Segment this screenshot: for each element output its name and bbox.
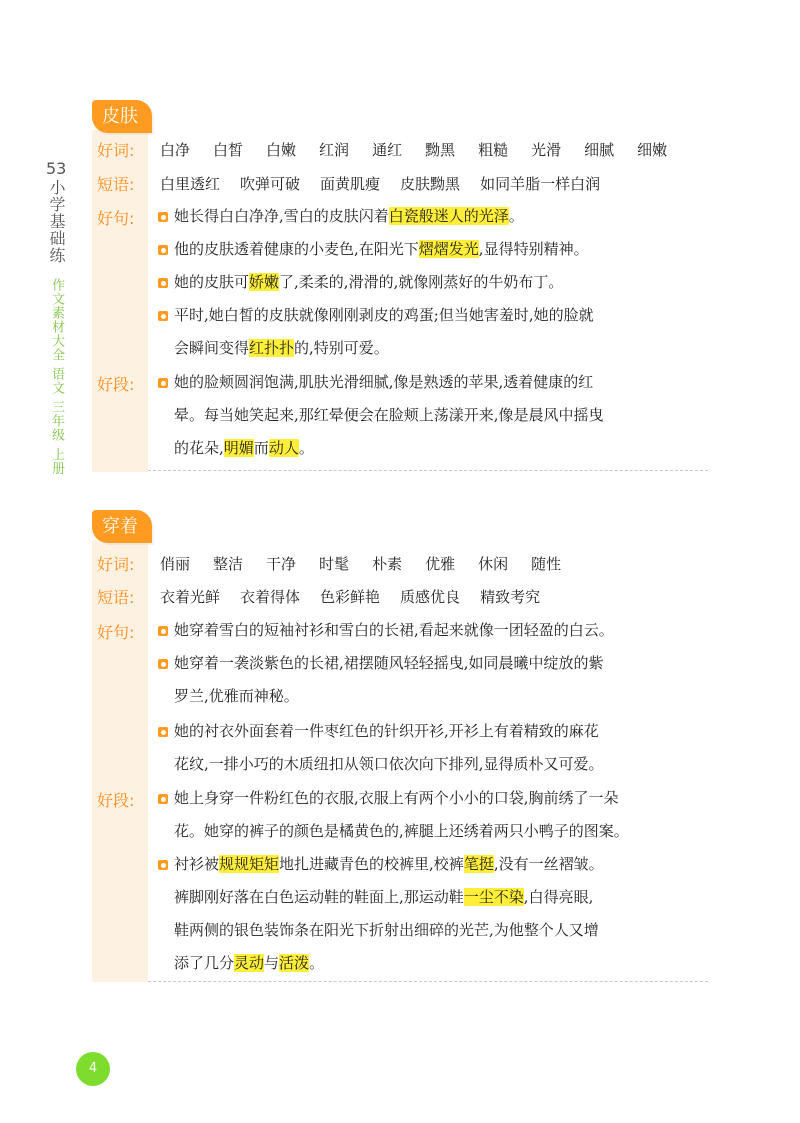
word: 俏丽 [160, 555, 191, 573]
word: 休闲 [478, 555, 509, 573]
haoci-label: 好词: [97, 555, 135, 574]
highlight: 红扑扑 [249, 339, 295, 357]
section-skin [92, 100, 708, 475]
bullet-icon [158, 860, 168, 870]
word: 白皙 [213, 141, 244, 159]
haoci-list [160, 553, 584, 574]
haoju-item: 她的衬衣外面套着一件枣红色的针织开衫,开衫上有着精致的麻花 花纹,一排小巧的木质纽扣从领口依次向下排列,显得质朴又可爱。 [158, 715, 710, 781]
highlight: 熠熠发光 [418, 240, 479, 258]
bullet-icon [158, 626, 168, 636]
highlight: 笔挺 [463, 855, 494, 873]
haoju-item: 他的皮肤透着健康的小麦色,在阳光下熠熠发光,显得特别精神。 [158, 233, 710, 266]
phrase: 皮肤黝黑 [400, 175, 461, 193]
bullet-icon [158, 378, 168, 388]
word: 通红 [372, 141, 403, 159]
haoju-item: 她长得白白净净,雪白的皮肤闪着白瓷般迷人的光泽。 [158, 200, 710, 233]
duanyu-label: 短语: [97, 588, 135, 607]
series-number: 53 [46, 159, 67, 178]
highlight: 规规矩矩 [219, 855, 280, 873]
word: 细嫩 [637, 141, 668, 159]
section-title: 皮肤 [92, 100, 152, 133]
phrase: 白里透红 [160, 175, 221, 193]
phrase: 质感优良 [400, 588, 461, 606]
phrase: 吹弹可破 [240, 175, 301, 193]
haoju-label: 好句: [97, 623, 135, 642]
bullet-icon [158, 311, 168, 321]
bullet-icon [158, 278, 168, 288]
word: 干净 [266, 555, 297, 573]
duanyu-row [92, 585, 708, 613]
section-clothing [92, 510, 708, 990]
duanyu-label: 短语: [97, 175, 135, 194]
highlight: 一尘不染 [463, 888, 524, 906]
word: 白净 [160, 141, 191, 159]
series-name: 小学基础练 [47, 179, 66, 264]
bullet-icon [158, 245, 168, 255]
word: 优雅 [425, 555, 456, 573]
highlight: 娇嫩 [249, 273, 280, 291]
haoci-label: 好词: [97, 141, 135, 160]
section-title: 穿着 [92, 510, 152, 543]
haoci-list [160, 139, 690, 160]
duanyu-list [160, 173, 620, 194]
haoduan-item: 衬衫被规规矩矩地扎进藏青色的校裤里,校裤笔挺,没有一丝褶皱。 裤脚刚好落在白色运动鞋的鞋面上,那运动鞋一尘不染,白得亮眼, 鞋两侧的银色装饰条在阳光下折射出细碎的光芒,为他整个人又增 添了几分灵动与活泼。 [158, 848, 710, 980]
haoduan-label: 好段: [97, 375, 135, 394]
duanyu-list [160, 586, 560, 607]
haoduan-item: 她的脸颊圆润饱满,肌肤光滑细腻,像是熟透的苹果,透着健康的红 晕。每当她笑起来,那红晕便会在脸颊上荡漾开来,像是晨风中摇曳 的花朵,明媚而动人。 [158, 366, 710, 465]
haoju-item: 她穿着雪白的短袖衬衫和雪白的长裙,看起来就像一团轻盈的白云。 [158, 614, 710, 647]
word: 随性 [531, 555, 562, 573]
haoju-item: 她穿着一袭淡紫色的长裙,裙摆随风轻轻摇曳,如同晨曦中绽放的紫 罗兰,优雅而神秘。 [158, 647, 710, 713]
book-subtitle: 作文素材大全 语文 三年级 上册 [49, 278, 64, 476]
highlight: 明媚 [223, 439, 254, 457]
word: 红润 [319, 141, 350, 159]
haoju-label: 好句: [97, 209, 135, 228]
section-divider [148, 981, 708, 982]
highlight: 活泼 [279, 954, 310, 972]
section-divider [148, 470, 708, 471]
word: 朴素 [372, 555, 403, 573]
spine [46, 160, 66, 475]
phrase: 精致考究 [480, 588, 541, 606]
highlight: 白瓷般迷人的光泽 [388, 207, 509, 225]
phrase: 衣着得体 [240, 588, 301, 606]
haoci-row [92, 138, 708, 166]
highlight: 动人 [268, 439, 299, 457]
phrase: 如同羊脂一样白润 [480, 175, 601, 193]
word: 光滑 [531, 141, 562, 159]
word: 细腻 [584, 141, 615, 159]
haoci-row [92, 552, 708, 580]
bullet-icon [158, 659, 168, 669]
word: 白嫩 [266, 141, 297, 159]
haoju-item: 平时,她白皙的皮肤就像刚刚剥皮的鸡蛋;但当她害羞时,她的脸就 会瞬间变得红扑扑的,特别可爱。 [158, 299, 710, 365]
bullet-icon [158, 212, 168, 222]
phrase: 衣着光鲜 [160, 588, 221, 606]
highlight: 灵动 [234, 954, 265, 972]
haoduan-item: 她上身穿一件粉红色的衣服,衣服上有两个小小的口袋,胸前绣了一朵 花。她穿的裤子的颜色是橘黄色的,裤腿上还绣着两只小鸭子的图案。 [158, 782, 710, 848]
bullet-icon [158, 727, 168, 737]
word: 粗糙 [478, 141, 509, 159]
word: 黝黑 [425, 141, 456, 159]
phrase: 面黄肌瘦 [320, 175, 381, 193]
phrase: 色彩鲜艳 [320, 588, 381, 606]
bullet-icon [158, 794, 168, 804]
duanyu-row [92, 172, 708, 200]
word: 整洁 [213, 555, 244, 573]
haoduan-label: 好段: [97, 791, 135, 810]
page-number: 4 [76, 1052, 110, 1086]
haoju-item: 她的皮肤可娇嫩了,柔柔的,滑滑的,就像刚蒸好的牛奶布丁。 [158, 266, 710, 299]
word: 时髦 [319, 555, 350, 573]
